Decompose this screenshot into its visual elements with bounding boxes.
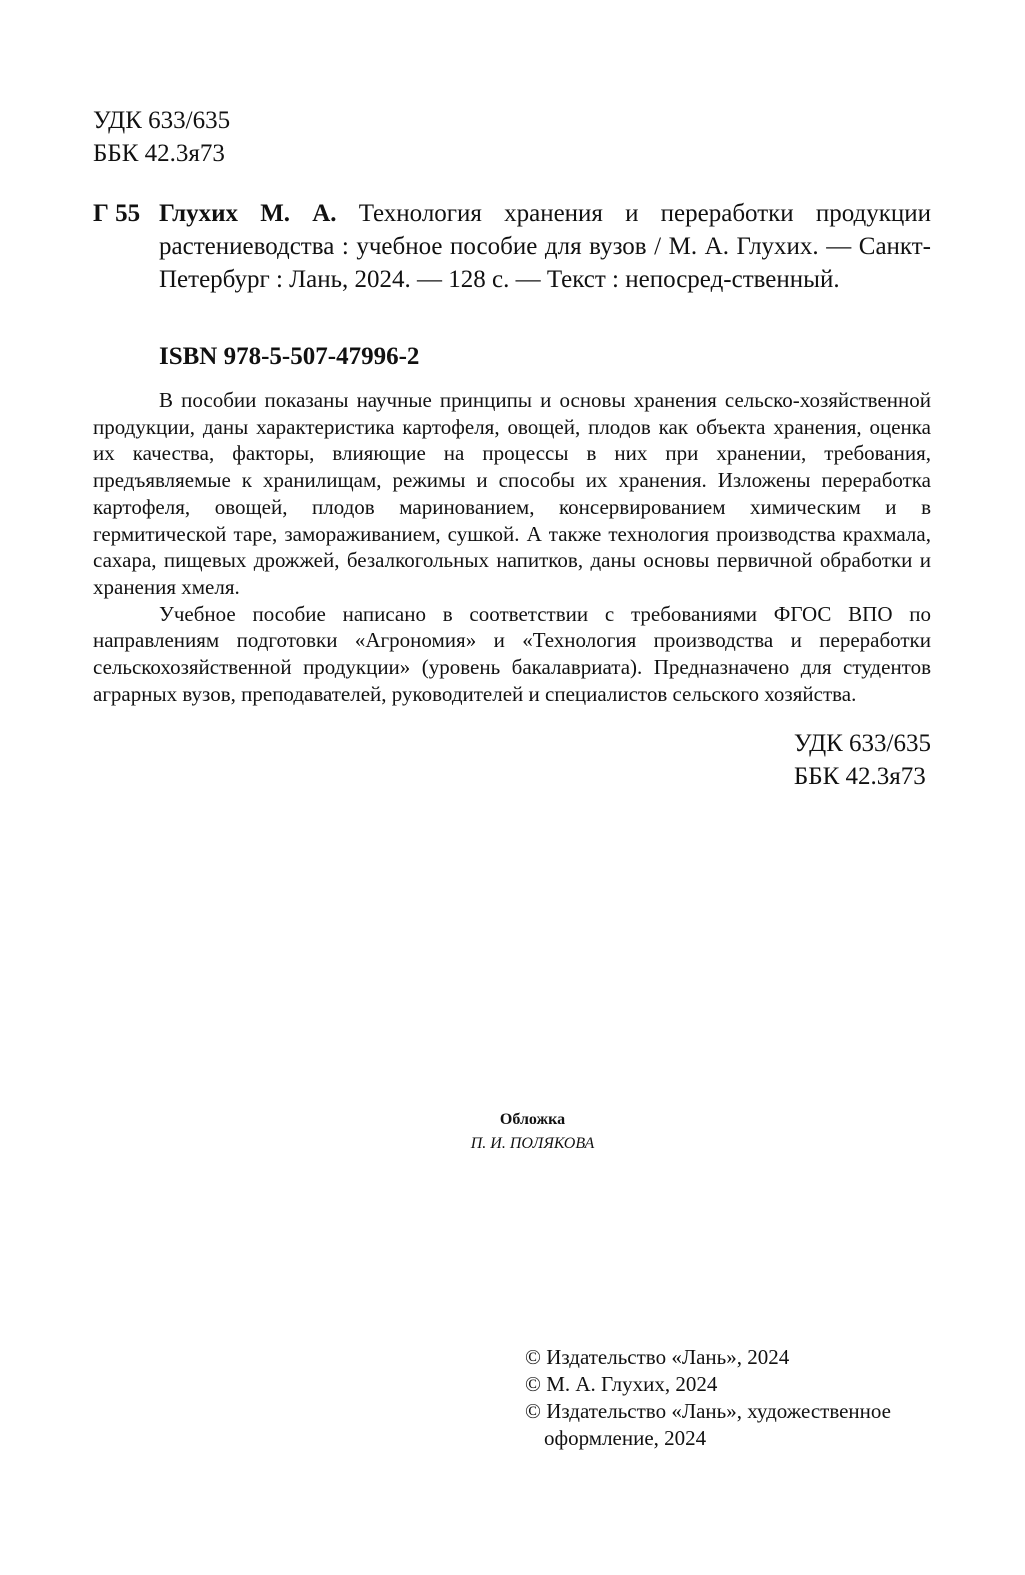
classification-codes-top [93,104,230,170]
bibliographic-description [159,197,931,296]
cover-designer: П. И. ПОЛЯКОВА [470,1135,595,1152]
annotation-paragraph-1: В пособии показаны научные принципы и основы хранения сельско-хозяйственной продукции, даны характеристика картофеля, овощей, плодов как объекта хранения, оценка их качества, факторы, влияющие на процессы в них при хранении, требования, предъявляемые к хранилищам, режимы и способы их хранения. Изложены переработка картофеля, овощей, плодов маринованием, консервированием химическим и в гермитической таре, замораживанием, сушкой. А также технология производства крахмала, сахара, пищевых дрожжей, безалкогольных напитков, даны основы первичной обработки и хранения хмеля. [93,388,931,599]
copyright-design: © Издательство «Лань», художественное [525,1399,891,1423]
classification-codes-bottom [794,727,931,793]
author-name: Глухих М. А. [159,200,337,227]
copyright-publisher: © Издательство «Лань», 2024 [525,1345,790,1369]
cover-credit [0,1108,1025,1156]
bbk-code: ББК 42.3я73 [93,140,225,167]
copyright-block [525,1344,955,1452]
copyright-design-cont: оформление, 2024 [544,1426,707,1450]
udk-code: УДК 633/635 [93,107,231,134]
annotation-paragraph-2: Учебное пособие написано в соответствии с требованиями ФГОС ВПО по направлениям подготовки «Агрономия» и «Технология производства и переработки сельскохозяйственной продукции» (уровень бакалавриата). Предназначено для студентов аграрных вузов, преподавателей, руководителей и специалистов сельского хозяйства. [93,601,931,706]
bbk-code-bottom: ББК 42.3я73 [793,763,926,790]
cover-label: Обложка [499,1111,566,1128]
copyright-author: © М. А. Глухих, 2024 [525,1372,718,1396]
udk-code-bottom: УДК 633/635 [793,730,931,757]
author-mark: Г 55 [93,200,141,227]
description-text: Технология хранения и переработки продукции растениеводства : учебное пособие для вузов / М. А. Глухих. — Санкт-Петербург : Лань, 2024. — 128 с. — Текст : непосред-ственный. [159,200,931,293]
bibliographic-entry [93,197,931,296]
annotation [93,387,931,707]
isbn: ISBN 978-5-507-47996-2 [159,343,420,370]
